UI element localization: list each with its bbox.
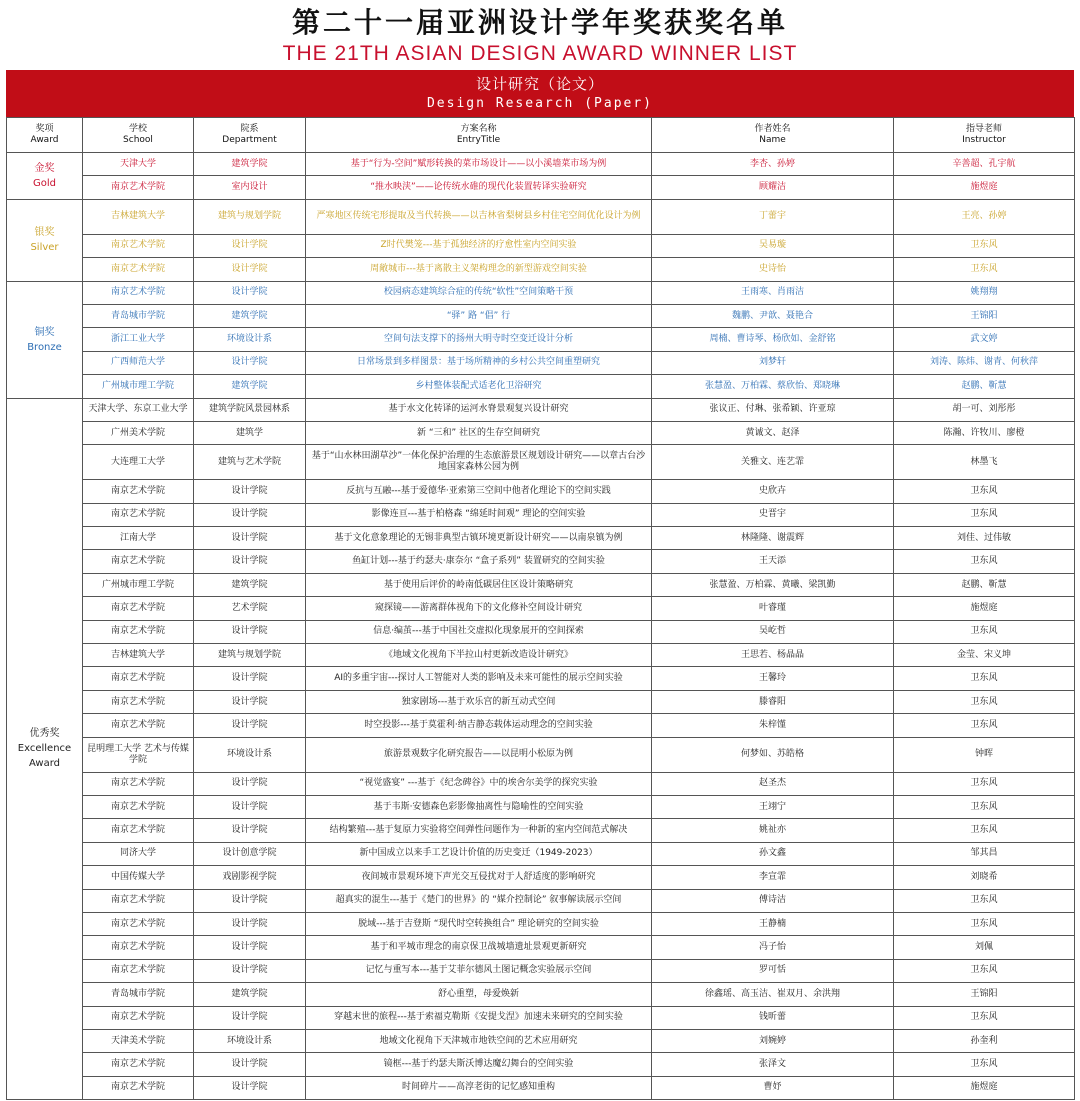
table-row [7, 866, 1075, 889]
entry-title-cell: 乡村整体装配式适老化卫浴研究 [306, 375, 652, 398]
award-name-en: Gold [33, 177, 56, 189]
school-cell: 广州城市理工学院 [83, 573, 194, 596]
department-cell: 建筑与规划学院 [194, 199, 306, 234]
table-row [7, 503, 1075, 526]
award-name-cn: 优秀奖 [29, 728, 60, 740]
table-row [7, 644, 1075, 667]
school-cell: 南京艺术学院 [83, 620, 194, 643]
author-cell: 张慧盈、万柏霖、黄曦、梁凯勤 [652, 573, 894, 596]
department-cell: 设计学院 [194, 480, 306, 503]
department-cell: 设计学院 [194, 795, 306, 818]
school-cell: 南京艺术学院 [83, 1076, 194, 1099]
header-award: 奖项 Award [7, 118, 83, 153]
department-cell: 设计学院 [194, 1006, 306, 1029]
department-cell: 建筑与规划学院 [194, 644, 306, 667]
entry-title-cell: 周敞城市---基于离散主义架构理念的新型游戏空间实验 [306, 258, 652, 281]
entry-title-cell: 基于韦斯·安德森色彩影像抽离性与隐喻性的空间实验 [306, 795, 652, 818]
school-cell: 南京艺术学院 [83, 936, 194, 959]
author-cell: 张慧盈、万柏霖、蔡欣怡、郑晓琳 [652, 375, 894, 398]
table-row [7, 714, 1075, 737]
department-cell: 设计学院 [194, 959, 306, 982]
school-cell: 南京艺术学院 [83, 176, 194, 199]
author-cell: 黄诚文、赵泽 [652, 421, 894, 444]
table-row [7, 959, 1075, 982]
school-cell: 青岛城市学院 [83, 983, 194, 1006]
department-cell: 设计学院 [194, 714, 306, 737]
instructor-cell: 卫东风 [894, 480, 1075, 503]
department-cell: 设计学院 [194, 690, 306, 713]
table-row [7, 983, 1075, 1006]
department-cell: 环境设计系 [194, 737, 306, 772]
table-row [7, 258, 1075, 281]
table-row [7, 421, 1075, 444]
school-cell: 昆明理工大学 艺术与传媒学院 [83, 737, 194, 772]
author-cell: 张议正、付琳、张希颖、许亚琼 [652, 398, 894, 421]
table-row [7, 573, 1075, 596]
school-cell: 南京艺术学院 [83, 819, 194, 842]
author-cell: 何梦如、苏皓格 [652, 737, 894, 772]
school-cell: 江南大学 [83, 527, 194, 550]
entry-title-cell: 地域文化视角下天津城市地铁空间的艺术应用研究 [306, 1029, 652, 1052]
author-cell: 吴易璇 [652, 234, 894, 257]
table-row [7, 667, 1075, 690]
author-cell: 王雨寒、肖雨洁 [652, 281, 894, 304]
table-row [7, 1006, 1075, 1029]
instructor-cell: 孙奎利 [894, 1029, 1075, 1052]
entry-title-cell: 鱼缸计划---基于约瑟夫·康奈尔 “盒子系列” 装置研究的空间实验 [306, 550, 652, 573]
table-row [7, 795, 1075, 818]
table-row [7, 351, 1075, 374]
entry-title-cell: 记忆与重写本---基于艾菲尔德风土图记概念实验展示空间 [306, 959, 652, 982]
department-cell: 建筑学 [194, 421, 306, 444]
school-cell: 吉林建筑大学 [83, 644, 194, 667]
author-cell: 吴屹哲 [652, 620, 894, 643]
instructor-cell: 刘涛、陈炜、谢青、何秋萍 [894, 351, 1075, 374]
instructor-cell: 卫东风 [894, 550, 1075, 573]
instructor-cell: 施煜庭 [894, 597, 1075, 620]
author-cell: 李宣霏 [652, 866, 894, 889]
entry-title-cell: 独家剧场---基于欢乐宫的新互动式空间 [306, 690, 652, 713]
instructor-cell: 卫东风 [894, 795, 1075, 818]
instructor-cell: 王锦阳 [894, 304, 1075, 327]
instructor-cell: 武文婷 [894, 328, 1075, 351]
school-cell: 南京艺术学院 [83, 795, 194, 818]
entry-title-cell: AI的多重宇宙---探讨人工智能对人类的影响及未来可能性的展示空间实验 [306, 667, 652, 690]
author-cell: 冯子怡 [652, 936, 894, 959]
award-name-en: Silver [30, 242, 59, 254]
instructor-cell: 卫东风 [894, 912, 1075, 935]
instructor-cell: 卫东风 [894, 234, 1075, 257]
header-instructor: 指导老师 Instructor [894, 118, 1075, 153]
department-cell: 设计学院 [194, 503, 306, 526]
award-cell-gold [7, 153, 83, 200]
author-cell: 周楠、曹诗琴、杨欣如、金舒铭 [652, 328, 894, 351]
header-department: 院系 Department [194, 118, 306, 153]
header-school: 学校 School [83, 118, 194, 153]
entry-title-cell: 基于水文化转译的运河水脊景观复兴设计研究 [306, 398, 652, 421]
department-cell: 设计学院 [194, 281, 306, 304]
category-subtitle: Design Research (Paper) [426, 96, 653, 111]
instructor-cell: 卫东风 [894, 258, 1075, 281]
instructor-cell: 王锦阳 [894, 983, 1075, 1006]
author-cell: 史诗怡 [652, 258, 894, 281]
author-cell: 刘梦轩 [652, 351, 894, 374]
instructor-cell: 刘佳、过伟敏 [894, 527, 1075, 550]
instructor-cell: 卫东风 [894, 620, 1075, 643]
entry-title-cell: 影像连亘---基于柏格森 “绵延时间观” 理论的空间实验 [306, 503, 652, 526]
entry-title-cell: 旅游景观数字化研究报告——以昆明小松原为例 [306, 737, 652, 772]
entry-title-cell: 脱域---基于吉登斯 “现代时空转换组合” 理论研究的空间实验 [306, 912, 652, 935]
entry-title-cell: 超真实的混生---基于《楚门的世界》的 “媒介控制论” 叙事解读展示空间 [306, 889, 652, 912]
author-cell: 姚祉亦 [652, 819, 894, 842]
author-cell: 王思若、杨晶晶 [652, 644, 894, 667]
entry-title-cell: 窥探镜——游离群体视角下的文化修补空间设计研究 [306, 597, 652, 620]
school-cell: 南京艺术学院 [83, 667, 194, 690]
entry-title-cell: “推水映浃”——论传统水碓的现代化装置转译实验研究 [306, 176, 652, 199]
author-cell: 滕睿阳 [652, 690, 894, 713]
table-row [7, 889, 1075, 912]
school-cell: 南京艺术学院 [83, 772, 194, 795]
instructor-cell: 王亮、孙婷 [894, 199, 1075, 234]
instructor-cell: 卫东风 [894, 503, 1075, 526]
author-cell: 刘婉婷 [652, 1029, 894, 1052]
author-cell: 李杏、孙婷 [652, 153, 894, 176]
school-cell: 天津大学 [83, 153, 194, 176]
entry-title-cell: 基于和平城市理念的南京保卫战城墙遗址景观更新研究 [306, 936, 652, 959]
school-cell: 大连理工大学 [83, 445, 194, 480]
department-cell: 建筑学院 [194, 573, 306, 596]
award-name-en: Bronze [27, 341, 62, 353]
header-entry-title: 方案名称 EntryTitle [306, 118, 652, 153]
table-row [7, 375, 1075, 398]
department-cell: 设计学院 [194, 936, 306, 959]
table-row [7, 328, 1075, 351]
entry-title-cell: 空间句法支撑下的扬州大明寺时空变迁设计分析 [306, 328, 652, 351]
school-cell: 天津美术学院 [83, 1029, 194, 1052]
school-cell: 南京艺术学院 [83, 550, 194, 573]
entry-title-cell: 镜框---基于约瑟夫斯沃博达魔幻舞台的空间实验 [306, 1053, 652, 1076]
table-row [7, 480, 1075, 503]
school-cell: 南京艺术学院 [83, 597, 194, 620]
table-row [7, 597, 1075, 620]
school-cell: 广州城市理工学院 [83, 375, 194, 398]
instructor-cell: 卫东风 [894, 1053, 1075, 1076]
school-cell: 南京艺术学院 [83, 480, 194, 503]
department-cell: 设计学院 [194, 527, 306, 550]
author-cell: 丁蕾宇 [652, 199, 894, 234]
author-cell: 王馨玲 [652, 667, 894, 690]
department-cell: 设计学院 [194, 351, 306, 374]
table-row [7, 304, 1075, 327]
instructor-cell: 卫东风 [894, 959, 1075, 982]
table-row [7, 398, 1075, 421]
author-cell: 钱昕蕾 [652, 1006, 894, 1029]
author-cell: 曹妤 [652, 1076, 894, 1099]
instructor-cell: 施煜庭 [894, 1076, 1075, 1099]
table-row [7, 199, 1075, 234]
department-cell: 设计学院 [194, 620, 306, 643]
instructor-cell: 邹其昌 [894, 842, 1075, 865]
school-cell: 南京艺术学院 [83, 503, 194, 526]
award-cell-bronze [7, 281, 83, 398]
department-cell: 设计创意学院 [194, 842, 306, 865]
school-cell: 南京艺术学院 [83, 714, 194, 737]
school-cell: 南京艺术学院 [83, 959, 194, 982]
department-cell: 设计学院 [194, 234, 306, 257]
instructor-cell: 卫东风 [894, 772, 1075, 795]
header-name: 作者姓名 Name [652, 118, 894, 153]
department-cell: 设计学院 [194, 912, 306, 935]
table-row [7, 737, 1075, 772]
entry-title-cell: 信息·编茧---基于中国社交虚拟化现象展开的空间探索 [306, 620, 652, 643]
author-cell: 王静楠 [652, 912, 894, 935]
author-cell: 傅诗洁 [652, 889, 894, 912]
entry-title-cell: 时空投影---基于莫霍利·纳吉静态载体运动理念的空间实验 [306, 714, 652, 737]
department-cell: 环境设计系 [194, 1029, 306, 1052]
author-cell: 罗可恬 [652, 959, 894, 982]
entry-title-cell: 新中国成立以来手工艺设计价值的历史变迁（1949-2023） [306, 842, 652, 865]
school-cell: 南京艺术学院 [83, 889, 194, 912]
table-body [7, 153, 1075, 1100]
school-cell: 中国传媒大学 [83, 866, 194, 889]
instructor-cell: 卫东风 [894, 819, 1075, 842]
department-cell: 建筑学院 [194, 153, 306, 176]
author-cell: 顾耀洁 [652, 176, 894, 199]
author-cell: 王天添 [652, 550, 894, 573]
entry-title-cell: 基于“行为-空间”赋形转换的菜市场设计——以小溪墙菜市场为例 [306, 153, 652, 176]
department-cell: 建筑学院风景园林系 [194, 398, 306, 421]
school-cell: 南京艺术学院 [83, 281, 194, 304]
school-cell: 天津大学、东京工业大学 [83, 398, 194, 421]
table-row [7, 690, 1075, 713]
department-cell: 设计学院 [194, 258, 306, 281]
table-row [7, 1053, 1075, 1076]
author-cell: 林隆隆、谢震辉 [652, 527, 894, 550]
table-row [7, 281, 1075, 304]
table-row [7, 912, 1075, 935]
department-cell: 建筑学院 [194, 983, 306, 1006]
author-cell: 魏鹏、尹歆、聂艳合 [652, 304, 894, 327]
department-cell: 艺术学院 [194, 597, 306, 620]
instructor-cell: 卫东风 [894, 889, 1075, 912]
instructor-cell: 赵鹏、靳慧 [894, 375, 1075, 398]
page-title: 第二十一届亚洲设计学年奖获奖名单 [291, 6, 788, 39]
instructor-cell: 卫东风 [894, 1006, 1075, 1029]
author-cell: 孙文鑫 [652, 842, 894, 865]
instructor-cell: 刘晓希 [894, 866, 1075, 889]
school-cell: 南京艺术学院 [83, 690, 194, 713]
entry-title-cell: 校园病态建筑综合症的传统“软性”空间策略干预 [306, 281, 652, 304]
entry-title-cell: 夜间城市景观环境下声光交互侵扰对于人舒适度的影响研究 [306, 866, 652, 889]
instructor-cell: 赵鹏、靳慧 [894, 573, 1075, 596]
instructor-cell: 胡一可、刘彤彤 [894, 398, 1075, 421]
instructor-cell: 姚翔翔 [894, 281, 1075, 304]
school-cell: 广州美术学院 [83, 421, 194, 444]
author-cell: 赵圣杰 [652, 772, 894, 795]
school-cell: 青岛城市学院 [83, 304, 194, 327]
table-row [7, 772, 1075, 795]
entry-title-cell: 基于“山水林田湖草沙”一体化保护治理的生态旅游景区规划设计研究——以章古台沙地国家森林公园为例 [306, 445, 652, 480]
author-cell: 王翊宁 [652, 795, 894, 818]
school-cell: 南京艺术学院 [83, 1053, 194, 1076]
instructor-cell: 辛善超、孔宇航 [894, 153, 1075, 176]
department-cell: 室内设计 [194, 176, 306, 199]
department-cell: 设计学院 [194, 772, 306, 795]
winner-table [6, 117, 1075, 1100]
award-name-cn: 铜奖 [34, 326, 55, 338]
school-cell: 吉林建筑大学 [83, 199, 194, 234]
entry-title-cell: 严寒地区传统宅形提取及当代转换——以吉林省梨树县乡村住宅空间优化设计为例 [306, 199, 652, 234]
entry-title-cell: 基于使用后评价的岭南低碳居住区设计策略研究 [306, 573, 652, 596]
department-cell: 设计学院 [194, 550, 306, 573]
department-cell: 设计学院 [194, 889, 306, 912]
author-cell: 徐鑫瑶、高玉洁、崔双月、余洪翔 [652, 983, 894, 1006]
entry-title-cell: “驿” 路 “倡” 行 [306, 304, 652, 327]
award-cell-silver [7, 199, 83, 281]
entry-title-cell: 反抗与互融---基于爱德华·亚索第三空间中他者化理论下的空间实践 [306, 480, 652, 503]
page-subtitle: THE 21TH ASIAN DESIGN AWARD WINNER LIST [282, 42, 798, 65]
department-cell: 建筑与艺术学院 [194, 445, 306, 480]
school-cell: 浙江工业大学 [83, 328, 194, 351]
award-name-cn: 银奖 [34, 227, 55, 239]
entry-title-cell: 结构繁殖---基于复原力实验将空间弹性问题作为一种新的室内空间范式解决 [306, 819, 652, 842]
department-cell: 设计学院 [194, 1053, 306, 1076]
school-cell: 南京艺术学院 [83, 1006, 194, 1029]
category-banner [6, 70, 1074, 117]
author-cell: 朱梓馑 [652, 714, 894, 737]
entry-title-cell: 舒心重塑，母爱焕新 [306, 983, 652, 1006]
author-cell: 叶睿瑾 [652, 597, 894, 620]
entry-title-cell: 穿越末世的旅程---基于索福克勒斯《安提戈涅》加速未来研究的空间实验 [306, 1006, 652, 1029]
instructor-cell: 施煜庭 [894, 176, 1075, 199]
entry-title-cell: 新 “三和” 社区的生存空间研究 [306, 421, 652, 444]
instructor-cell: 卫东风 [894, 714, 1075, 737]
table-row [7, 936, 1075, 959]
school-cell: 南京艺术学院 [83, 258, 194, 281]
department-cell: 建筑学院 [194, 375, 306, 398]
table-row [7, 176, 1075, 199]
author-cell: 张泽文 [652, 1053, 894, 1076]
department-cell: 设计学院 [194, 1076, 306, 1099]
entry-title-cell: 日常场景到多样图景：基于场所精神的乡村公共空间重塑研究 [306, 351, 652, 374]
instructor-cell: 陈瀚、许牧川、廖橙 [894, 421, 1075, 444]
table-row [7, 620, 1075, 643]
table-row [7, 234, 1075, 257]
entry-title-cell: 基于文化意象理论的无锡非典型古镇环境更新设计研究——以南泉镇为例 [306, 527, 652, 550]
entry-title-cell: 时间碎片——高淳老街的记忆感知重构 [306, 1076, 652, 1099]
entry-title-cell: 《地域文化视角下半拉山村更新改造设计研究》 [306, 644, 652, 667]
instructor-cell: 刘佩 [894, 936, 1075, 959]
department-cell: 环境设计系 [194, 328, 306, 351]
school-cell: 南京艺术学院 [83, 912, 194, 935]
school-cell: 广西师范大学 [83, 351, 194, 374]
instructor-cell: 卫东风 [894, 690, 1075, 713]
award-cell-exc [7, 398, 83, 1100]
table-row [7, 842, 1075, 865]
instructor-cell: 林墨飞 [894, 445, 1075, 480]
table-row [7, 1076, 1075, 1099]
category-title: 设计研究（论文） [475, 75, 604, 93]
award-name-cn: 金奖 [34, 162, 55, 174]
department-cell: 设计学院 [194, 819, 306, 842]
award-name-en: Excellence Award [17, 743, 72, 770]
author-cell: 史晋宇 [652, 503, 894, 526]
table-row [7, 527, 1075, 550]
instructor-cell: 钟晖 [894, 737, 1075, 772]
department-cell: 设计学院 [194, 667, 306, 690]
school-cell: 南京艺术学院 [83, 234, 194, 257]
table-row [7, 445, 1075, 480]
author-cell: 关雅文、连艺霏 [652, 445, 894, 480]
entry-title-cell: “视觉盛宴” ---基于《纪念碑谷》中的埃舍尔美学的探究实验 [306, 772, 652, 795]
instructor-cell: 卫东风 [894, 667, 1075, 690]
table-row [7, 1029, 1075, 1052]
entry-title-cell: Z时代樊笼---基于孤独经济的疗愈性室内空间实验 [306, 234, 652, 257]
instructor-cell: 金莹、宋义坤 [894, 644, 1075, 667]
table-row [7, 550, 1075, 573]
table-row [7, 153, 1075, 176]
department-cell: 戏剧影视学院 [194, 866, 306, 889]
table-row [7, 819, 1075, 842]
school-cell: 同济大学 [83, 842, 194, 865]
department-cell: 建筑学院 [194, 304, 306, 327]
author-cell: 史欣卉 [652, 480, 894, 503]
table-header-row [7, 118, 1075, 153]
